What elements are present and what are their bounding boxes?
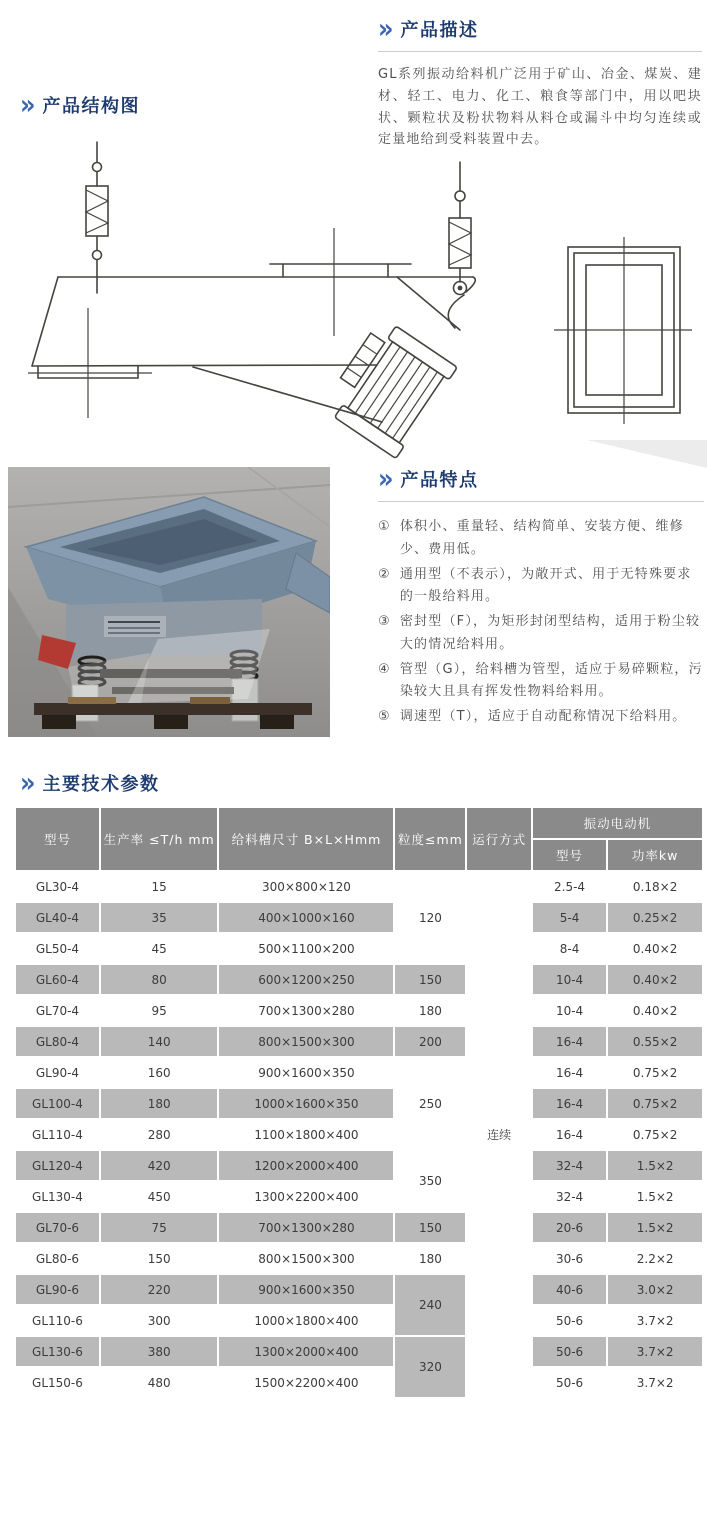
cell-model: GL100-4 (16, 1089, 99, 1118)
table-row (16, 1089, 702, 1118)
cell-rate: 45 (101, 934, 218, 963)
description-heading (378, 12, 702, 46)
features-list (378, 516, 704, 729)
cell-model: GL30-4 (16, 872, 99, 901)
cell-motor-model: 16-4 (533, 1058, 606, 1087)
cell-motor-model: 20-6 (533, 1213, 606, 1242)
table-row (16, 1306, 702, 1335)
table-row (16, 1368, 702, 1397)
feature-text: 通用型（不表示），为敞开式、用于无特殊要求的一般给料用。 (399, 566, 692, 605)
cell-motor-model: 32-4 (533, 1151, 606, 1180)
feature-item (378, 706, 704, 729)
column-header-motor-group: 振动电动机 (533, 808, 702, 838)
cell-rate: 220 (101, 1275, 218, 1304)
cell-size: 600×1200×250 (219, 965, 393, 994)
cell-motor-power: 2.2×2 (608, 1244, 702, 1273)
cell-model: GL80-4 (16, 1027, 99, 1056)
cell-model: GL40-4 (16, 903, 99, 932)
cell-rate: 160 (101, 1058, 218, 1087)
feature-text: 管型（G），给料槽为管型，适应于易碎颗粒，污染较大且具有挥发性物料给料用。 (399, 661, 703, 700)
feature-text: 调速型（T），适应于自动配称情况下给料用。 (399, 709, 687, 724)
section-title: 产品特点 (400, 470, 479, 491)
cell-motor-power: 0.25×2 (608, 903, 702, 932)
cell-motor-power: 3.0×2 (608, 1275, 702, 1304)
double-chevron-icon: » (378, 12, 394, 46)
cell-motor-model: 5-4 (533, 903, 606, 932)
cell-granularity: 180 (395, 1244, 465, 1273)
cell-model: GL90-6 (16, 1275, 99, 1304)
column-header-rate: 生产率 ≤T/h mm (101, 808, 218, 870)
cell-size: 700×1300×280 (219, 996, 393, 1025)
cell-rate: 75 (101, 1213, 218, 1242)
column-header-granularity: 粒度≤mm (395, 808, 465, 870)
cell-operation: 连续 (467, 872, 530, 1397)
cell-motor-model: 50-6 (533, 1337, 606, 1366)
feature-item (378, 659, 704, 705)
table-row (16, 1058, 702, 1087)
cell-size: 1200×2000×400 (219, 1151, 393, 1180)
section-title: 主要技术参数 (42, 774, 160, 795)
cell-motor-power: 3.7×2 (608, 1337, 702, 1366)
table-row (16, 1213, 702, 1242)
cell-size: 300×800×120 (219, 872, 393, 901)
cell-size: 1000×1600×350 (219, 1089, 393, 1118)
feature-text: 密封型（F），为矩形封闭型结构，适用于粉尘较大的情况给料用。 (399, 614, 701, 652)
feature-item (378, 516, 704, 562)
params-table-body (16, 872, 702, 1397)
cell-rate: 35 (101, 903, 218, 932)
structure-section-heading (20, 88, 141, 122)
params-table-header (16, 808, 702, 870)
cell-motor-power: 0.75×2 (608, 1089, 702, 1118)
table-row (16, 1275, 702, 1304)
cell-rate: 15 (101, 872, 218, 901)
cell-rate: 80 (101, 965, 218, 994)
cell-motor-power: 1.5×2 (608, 1213, 702, 1242)
description-text: GL系列振动给料机广泛用于矿山、冶金、煤炭、建材、轻工、电力、化工、粮食等部门中，用以吧块状、颗粒状及粉状物料从料仓或漏斗中均匀连续或定量地给到受料装置中去。 (378, 67, 702, 148)
cell-motor-model: 10-4 (533, 996, 606, 1025)
table-row (16, 1120, 702, 1149)
column-header-model: 型号 (16, 808, 99, 870)
table-row (16, 996, 702, 1025)
column-header-motor-model: 型号 (533, 840, 606, 870)
cell-motor-power: 0.40×2 (608, 934, 702, 963)
cell-model: GL80-6 (16, 1244, 99, 1273)
column-header-size: 给料槽尺寸 B×L×Hmm (219, 808, 393, 870)
double-chevron-icon: » (20, 88, 36, 122)
heading-divider (378, 51, 702, 52)
cell-rate: 140 (101, 1027, 218, 1056)
feature-number: ① (378, 519, 391, 534)
cell-model: GL110-4 (16, 1120, 99, 1149)
feature-number: ③ (378, 614, 391, 629)
table-row (16, 1182, 702, 1211)
cell-motor-power: 0.18×2 (608, 872, 702, 901)
cell-rate: 280 (101, 1120, 218, 1149)
cell-size: 900×1600×350 (219, 1275, 393, 1304)
cell-motor-model: 32-4 (533, 1182, 606, 1211)
cell-granularity: 240 (395, 1275, 465, 1335)
cell-rate: 420 (101, 1151, 218, 1180)
cell-granularity: 350 (395, 1151, 465, 1211)
feature-number: ⑤ (378, 709, 391, 724)
cell-size: 400×1000×160 (219, 903, 393, 932)
cell-rate: 95 (101, 996, 218, 1025)
cell-motor-power: 0.40×2 (608, 965, 702, 994)
cell-model: GL70-4 (16, 996, 99, 1025)
cell-motor-model: 16-4 (533, 1027, 606, 1056)
section-title: 产品描述 (400, 20, 479, 41)
feature-text: 体积小、重量轻、结构简单、安装方便、维修少、费用低。 (399, 519, 684, 557)
table-row (16, 872, 702, 901)
cell-model: GL150-6 (16, 1368, 99, 1397)
double-chevron-icon: » (378, 462, 394, 496)
cell-model: GL120-4 (16, 1151, 99, 1180)
cell-granularity: 150 (395, 1213, 465, 1242)
cell-size: 500×1100×200 (219, 934, 393, 963)
cell-motor-power: 1.5×2 (608, 1182, 702, 1211)
table-row (16, 1027, 702, 1056)
cell-size: 1300×2200×400 (219, 1182, 393, 1211)
cell-motor-model: 16-4 (533, 1120, 606, 1149)
cell-motor-power: 0.75×2 (608, 1058, 702, 1087)
cell-size: 800×1500×300 (219, 1027, 393, 1056)
params-table (14, 806, 704, 1399)
cell-model: GL130-6 (16, 1337, 99, 1366)
cell-model: GL70-6 (16, 1213, 99, 1242)
cell-size: 1100×1800×400 (219, 1120, 393, 1149)
feature-number: ② (378, 566, 391, 582)
cell-size: 700×1300×280 (219, 1213, 393, 1242)
double-chevron-icon: » (20, 766, 36, 800)
description-section (378, 12, 702, 151)
corner-triangle-decoration (587, 440, 707, 468)
column-header-motor-power: 功率kw (608, 840, 702, 870)
table-row (16, 934, 702, 963)
cell-granularity: 250 (395, 1058, 465, 1149)
cell-size: 1000×1800×400 (219, 1306, 393, 1335)
cell-motor-power: 0.40×2 (608, 996, 702, 1025)
cell-size: 900×1600×350 (219, 1058, 393, 1087)
cell-motor-power: 0.75×2 (608, 1120, 702, 1149)
cell-model: GL60-4 (16, 965, 99, 994)
column-header-operation: 运行方式 (467, 808, 530, 870)
cell-motor-model: 30-6 (533, 1244, 606, 1273)
cell-granularity: 200 (395, 1027, 465, 1056)
cell-size: 800×1500×300 (219, 1244, 393, 1273)
cell-size: 1300×2000×400 (219, 1337, 393, 1366)
cell-motor-power: 3.7×2 (608, 1368, 702, 1397)
cell-motor-model: 2.5-4 (533, 872, 606, 901)
cell-motor-model: 16-4 (533, 1089, 606, 1118)
cell-motor-model: 40-6 (533, 1275, 606, 1304)
cell-size: 1500×2200×400 (219, 1368, 393, 1397)
cell-rate: 450 (101, 1182, 218, 1211)
table-row (16, 1151, 702, 1180)
cell-rate: 150 (101, 1244, 218, 1273)
product-photo (8, 467, 330, 737)
cell-model: GL130-4 (16, 1182, 99, 1211)
cell-motor-power: 1.5×2 (608, 1151, 702, 1180)
cell-rate: 480 (101, 1368, 218, 1397)
feature-item (378, 611, 704, 657)
cell-motor-model: 10-4 (533, 965, 606, 994)
cell-motor-power: 3.7×2 (608, 1306, 702, 1335)
cell-rate: 300 (101, 1306, 218, 1335)
cell-rate: 380 (101, 1337, 218, 1366)
cell-motor-model: 50-6 (533, 1368, 606, 1397)
cell-motor-model: 50-6 (533, 1306, 606, 1335)
features-section (378, 462, 704, 731)
cell-granularity: 120 (395, 872, 465, 963)
cell-motor-power: 0.55×2 (608, 1027, 702, 1056)
section-title: 产品结构图 (42, 96, 141, 117)
table-row (16, 1337, 702, 1366)
structure-diagram-drawing (14, 140, 698, 464)
cell-rate: 180 (101, 1089, 218, 1118)
table-row (16, 903, 702, 932)
cell-model: GL50-4 (16, 934, 99, 963)
cell-motor-model: 8-4 (533, 934, 606, 963)
params-section-heading (20, 766, 160, 800)
cell-model: GL110-6 (16, 1306, 99, 1335)
table-row (16, 1244, 702, 1273)
cell-granularity: 180 (395, 996, 465, 1025)
cell-granularity: 320 (395, 1337, 465, 1397)
feature-number: ④ (378, 661, 391, 677)
table-row (16, 965, 702, 994)
cell-granularity: 150 (395, 965, 465, 994)
heading-divider (378, 501, 704, 502)
cell-model: GL90-4 (16, 1058, 99, 1087)
features-heading (378, 462, 704, 496)
feature-item (378, 564, 704, 610)
